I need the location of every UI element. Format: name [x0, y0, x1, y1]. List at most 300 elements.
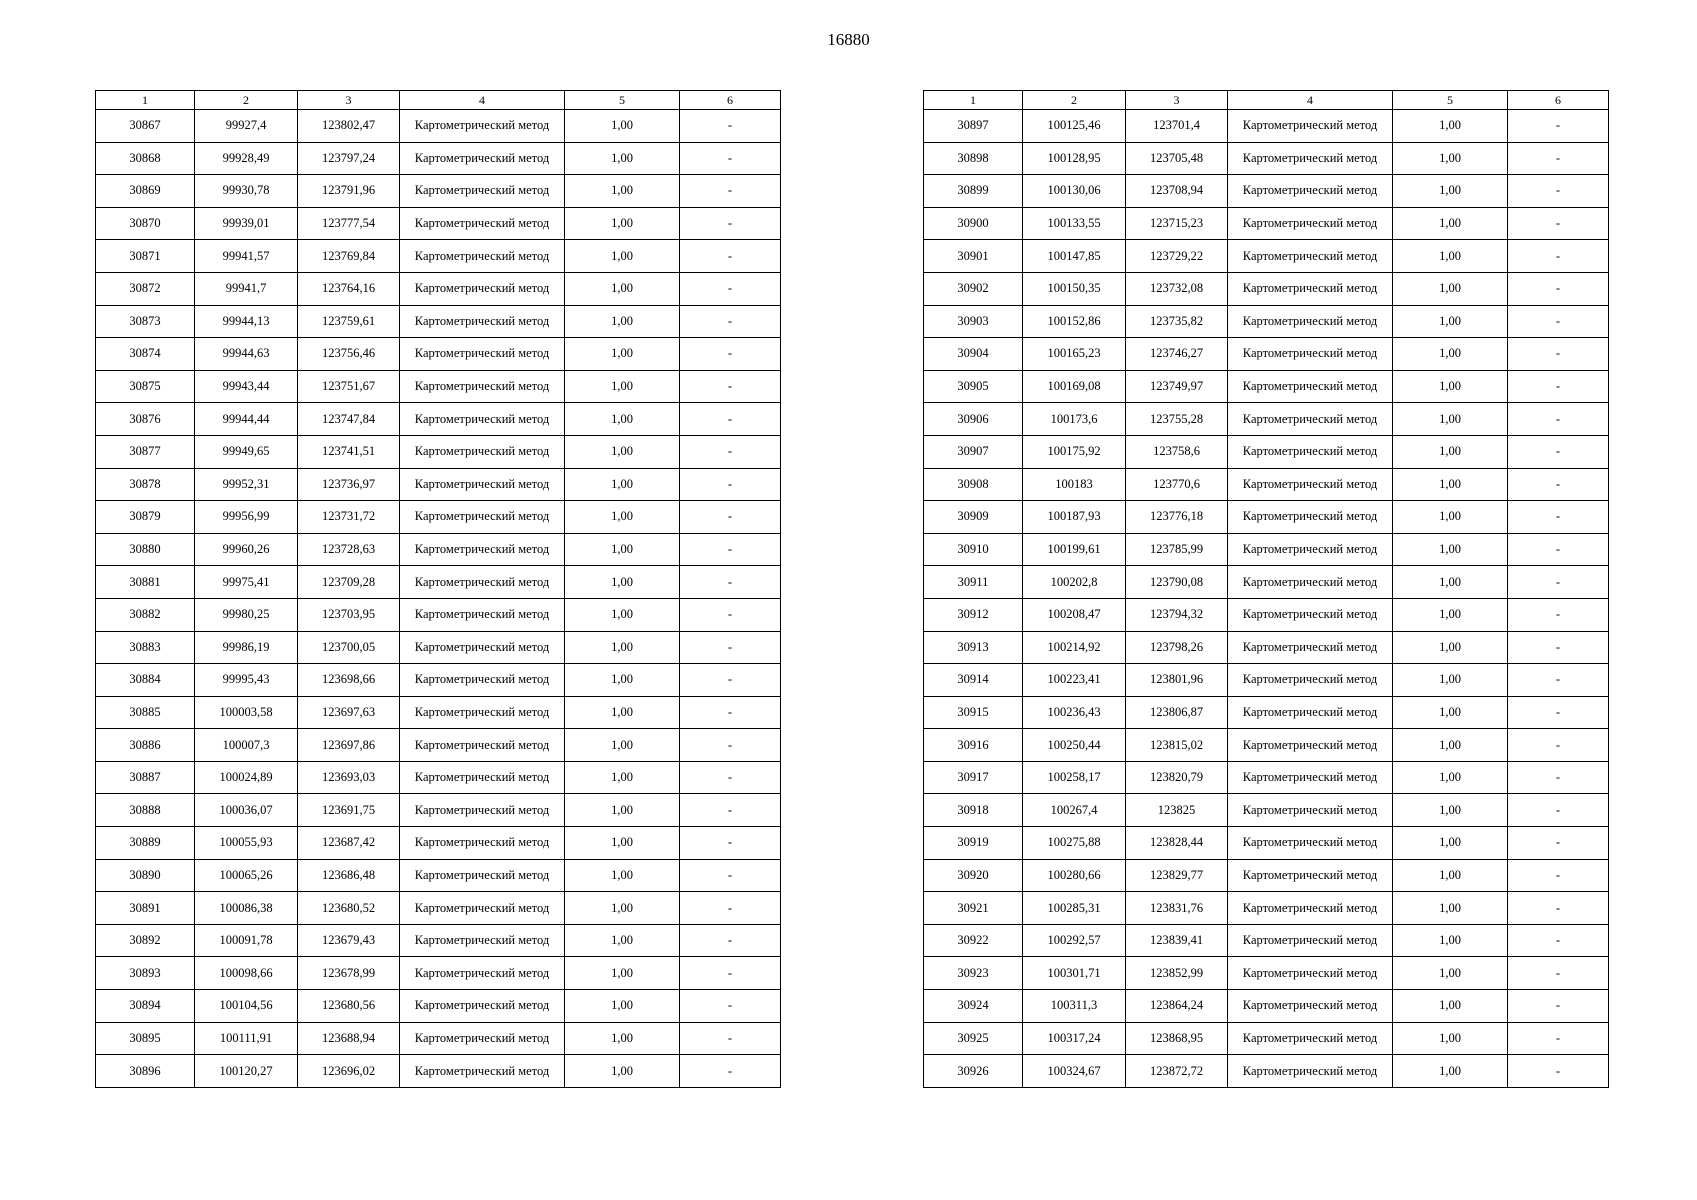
y-coordinate-cell: 123802,47 [298, 110, 400, 143]
table-row [924, 761, 1609, 794]
point-number-cell: 30889 [96, 827, 195, 860]
point-number-cell: 30877 [96, 435, 195, 468]
point-number-cell: 30887 [96, 761, 195, 794]
method-cell: Картометрический метод [400, 598, 565, 631]
x-coordinate-cell: 100036,07 [195, 794, 298, 827]
y-coordinate-cell: 123701,4 [1126, 110, 1228, 143]
point-number-cell: 30868 [96, 142, 195, 175]
point-number-cell: 30926 [924, 1055, 1023, 1088]
accuracy-cell: 1,00 [565, 207, 680, 240]
method-cell: Картометрический метод [1228, 794, 1393, 827]
x-coordinate-cell: 99944,44 [195, 403, 298, 436]
description-cell: - [680, 892, 781, 925]
page-number: 16880 [827, 30, 870, 49]
x-coordinate-cell: 99944,13 [195, 305, 298, 338]
accuracy-cell: 1,00 [1393, 207, 1508, 240]
x-coordinate-cell: 99960,26 [195, 533, 298, 566]
y-coordinate-cell: 123747,84 [298, 403, 400, 436]
y-coordinate-cell: 123839,41 [1126, 924, 1228, 957]
table-row [924, 598, 1609, 631]
method-cell: Картометрический метод [400, 533, 565, 566]
point-number-cell: 30883 [96, 631, 195, 664]
accuracy-cell: 1,00 [1393, 761, 1508, 794]
accuracy-cell: 1,00 [565, 794, 680, 827]
description-cell: - [680, 696, 781, 729]
column-header: 3 [298, 91, 400, 110]
description-cell: - [1508, 761, 1609, 794]
accuracy-cell: 1,00 [1393, 1055, 1508, 1088]
y-coordinate-cell: 123700,05 [298, 631, 400, 664]
method-cell: Картометрический метод [1228, 142, 1393, 175]
description-cell: - [680, 305, 781, 338]
y-coordinate-cell: 123777,54 [298, 207, 400, 240]
accuracy-cell: 1,00 [565, 142, 680, 175]
description-cell: - [680, 859, 781, 892]
description-cell: - [680, 370, 781, 403]
column-header: 4 [1228, 91, 1393, 110]
point-number-cell: 30914 [924, 664, 1023, 697]
accuracy-cell: 1,00 [565, 598, 680, 631]
table-row [924, 859, 1609, 892]
method-cell: Картометрический метод [400, 110, 565, 143]
point-number-cell: 30873 [96, 305, 195, 338]
y-coordinate-cell: 123755,28 [1126, 403, 1228, 436]
y-coordinate-cell: 123751,67 [298, 370, 400, 403]
table-row [924, 1055, 1609, 1088]
x-coordinate-cell: 100183 [1023, 468, 1126, 501]
column-header: 5 [1393, 91, 1508, 110]
y-coordinate-cell: 123746,27 [1126, 338, 1228, 371]
x-coordinate-cell: 100165,23 [1023, 338, 1126, 371]
description-cell: - [1508, 1055, 1609, 1088]
description-cell: - [1508, 207, 1609, 240]
x-coordinate-cell: 99949,65 [195, 435, 298, 468]
y-coordinate-cell: 123852,99 [1126, 957, 1228, 990]
x-coordinate-cell: 100147,85 [1023, 240, 1126, 273]
accuracy-cell: 1,00 [565, 729, 680, 762]
description-cell: - [680, 1055, 781, 1088]
point-number-cell: 30912 [924, 598, 1023, 631]
method-cell: Картометрический метод [400, 435, 565, 468]
x-coordinate-cell: 100275,88 [1023, 827, 1126, 860]
point-number-cell: 30906 [924, 403, 1023, 436]
accuracy-cell: 1,00 [1393, 175, 1508, 208]
y-coordinate-cell: 123791,96 [298, 175, 400, 208]
description-cell: - [680, 403, 781, 436]
point-number-cell: 30910 [924, 533, 1023, 566]
y-coordinate-cell: 123797,24 [298, 142, 400, 175]
x-coordinate-cell: 100280,66 [1023, 859, 1126, 892]
description-cell: - [1508, 501, 1609, 534]
table-row [924, 1022, 1609, 1055]
accuracy-cell: 1,00 [565, 435, 680, 468]
point-number-cell: 30888 [96, 794, 195, 827]
y-coordinate-cell: 123825 [1126, 794, 1228, 827]
table-row [96, 729, 781, 762]
method-cell: Картометрический метод [400, 403, 565, 436]
description-cell: - [680, 240, 781, 273]
point-number-cell: 30895 [96, 1022, 195, 1055]
left-table-body [96, 110, 781, 1088]
method-cell: Картометрический метод [1228, 598, 1393, 631]
y-coordinate-cell: 123728,63 [298, 533, 400, 566]
point-number-cell: 30890 [96, 859, 195, 892]
accuracy-cell: 1,00 [565, 175, 680, 208]
accuracy-cell: 1,00 [1393, 696, 1508, 729]
description-cell: - [1508, 892, 1609, 925]
x-coordinate-cell: 99928,49 [195, 142, 298, 175]
x-coordinate-cell: 100223,41 [1023, 664, 1126, 697]
table-row [96, 403, 781, 436]
description-cell: - [680, 272, 781, 305]
y-coordinate-cell: 123680,52 [298, 892, 400, 925]
method-cell: Картометрический метод [1228, 468, 1393, 501]
accuracy-cell: 1,00 [1393, 892, 1508, 925]
point-number-cell: 30894 [96, 990, 195, 1023]
accuracy-cell: 1,00 [1393, 338, 1508, 371]
description-cell: - [680, 110, 781, 143]
y-coordinate-cell: 123815,02 [1126, 729, 1228, 762]
y-coordinate-cell: 123693,03 [298, 761, 400, 794]
table-row [924, 827, 1609, 860]
x-coordinate-cell: 100133,55 [1023, 207, 1126, 240]
x-coordinate-cell: 100301,71 [1023, 957, 1126, 990]
method-cell: Картометрический метод [400, 1022, 565, 1055]
y-coordinate-cell: 123759,61 [298, 305, 400, 338]
description-cell: - [1508, 859, 1609, 892]
y-coordinate-cell: 123764,16 [298, 272, 400, 305]
x-coordinate-cell: 99952,31 [195, 468, 298, 501]
column-header: 5 [565, 91, 680, 110]
table-row [924, 631, 1609, 664]
x-coordinate-cell: 100007,3 [195, 729, 298, 762]
table-row [96, 566, 781, 599]
accuracy-cell: 1,00 [1393, 631, 1508, 664]
x-coordinate-cell: 99941,57 [195, 240, 298, 273]
x-coordinate-cell: 100098,66 [195, 957, 298, 990]
point-number-cell: 30904 [924, 338, 1023, 371]
accuracy-cell: 1,00 [1393, 924, 1508, 957]
method-cell: Картометрический метод [1228, 566, 1393, 599]
table-row [96, 338, 781, 371]
description-cell: - [680, 761, 781, 794]
table-row [96, 761, 781, 794]
point-number-cell: 30913 [924, 631, 1023, 664]
right-coordinates-table [923, 90, 1609, 1088]
table-row [96, 924, 781, 957]
accuracy-cell: 1,00 [565, 240, 680, 273]
x-coordinate-cell: 100169,08 [1023, 370, 1126, 403]
x-coordinate-cell: 100130,06 [1023, 175, 1126, 208]
point-number-cell: 30886 [96, 729, 195, 762]
accuracy-cell: 1,00 [565, 370, 680, 403]
point-number-cell: 30899 [924, 175, 1023, 208]
x-coordinate-cell: 100214,92 [1023, 631, 1126, 664]
description-cell: - [1508, 240, 1609, 273]
description-cell: - [1508, 696, 1609, 729]
table-row [924, 370, 1609, 403]
accuracy-cell: 1,00 [1393, 566, 1508, 599]
point-number-cell: 30920 [924, 859, 1023, 892]
accuracy-cell: 1,00 [1393, 957, 1508, 990]
y-coordinate-cell: 123749,97 [1126, 370, 1228, 403]
y-coordinate-cell: 123687,42 [298, 827, 400, 860]
table-row [924, 664, 1609, 697]
column-header: 3 [1126, 91, 1228, 110]
table-row [96, 859, 781, 892]
point-number-cell: 30879 [96, 501, 195, 534]
point-number-cell: 30905 [924, 370, 1023, 403]
description-cell: - [1508, 598, 1609, 631]
description-cell: - [680, 957, 781, 990]
accuracy-cell: 1,00 [1393, 1022, 1508, 1055]
accuracy-cell: 1,00 [565, 924, 680, 957]
description-cell: - [1508, 957, 1609, 990]
accuracy-cell: 1,00 [1393, 827, 1508, 860]
y-coordinate-cell: 123864,24 [1126, 990, 1228, 1023]
point-number-cell: 30882 [96, 598, 195, 631]
y-coordinate-cell: 123697,63 [298, 696, 400, 729]
x-coordinate-cell: 100128,95 [1023, 142, 1126, 175]
x-coordinate-cell: 100311,3 [1023, 990, 1126, 1023]
column-header: 6 [680, 91, 781, 110]
point-number-cell: 30898 [924, 142, 1023, 175]
y-coordinate-cell: 123679,43 [298, 924, 400, 957]
accuracy-cell: 1,00 [565, 566, 680, 599]
table-row [924, 403, 1609, 436]
y-coordinate-cell: 123691,75 [298, 794, 400, 827]
table-row [924, 240, 1609, 273]
description-cell: - [680, 729, 781, 762]
accuracy-cell: 1,00 [1393, 859, 1508, 892]
table-row [924, 566, 1609, 599]
accuracy-cell: 1,00 [565, 892, 680, 925]
point-number-cell: 30893 [96, 957, 195, 990]
x-coordinate-cell: 100104,56 [195, 990, 298, 1023]
x-coordinate-cell: 100086,38 [195, 892, 298, 925]
x-coordinate-cell: 100152,86 [1023, 305, 1126, 338]
description-cell: - [680, 924, 781, 957]
table-row [924, 957, 1609, 990]
method-cell: Картометрический метод [400, 566, 565, 599]
method-cell: Картометрический метод [400, 305, 565, 338]
table-row [924, 175, 1609, 208]
accuracy-cell: 1,00 [565, 957, 680, 990]
description-cell: - [680, 468, 781, 501]
x-coordinate-cell: 100258,17 [1023, 761, 1126, 794]
method-cell: Картометрический метод [1228, 110, 1393, 143]
method-cell: Картометрический метод [1228, 827, 1393, 860]
x-coordinate-cell: 100208,47 [1023, 598, 1126, 631]
table-row [96, 1022, 781, 1055]
x-coordinate-cell: 100175,92 [1023, 435, 1126, 468]
accuracy-cell: 1,00 [565, 1055, 680, 1088]
point-number-cell: 30919 [924, 827, 1023, 860]
table-row [96, 501, 781, 534]
x-coordinate-cell: 100173,6 [1023, 403, 1126, 436]
y-coordinate-cell: 123705,48 [1126, 142, 1228, 175]
accuracy-cell: 1,00 [1393, 533, 1508, 566]
point-number-cell: 30900 [924, 207, 1023, 240]
method-cell: Картометрический метод [1228, 207, 1393, 240]
description-cell: - [680, 631, 781, 664]
column-header: 1 [924, 91, 1023, 110]
table-header-row [924, 91, 1609, 110]
column-header: 4 [400, 91, 565, 110]
description-cell: - [680, 990, 781, 1023]
table-row [96, 272, 781, 305]
table-row [96, 990, 781, 1023]
point-number-cell: 30878 [96, 468, 195, 501]
method-cell: Картометрический метод [400, 794, 565, 827]
accuracy-cell: 1,00 [565, 110, 680, 143]
y-coordinate-cell: 123820,79 [1126, 761, 1228, 794]
accuracy-cell: 1,00 [565, 468, 680, 501]
table-row [96, 631, 781, 664]
table-row [96, 696, 781, 729]
accuracy-cell: 1,00 [565, 1022, 680, 1055]
description-cell: - [1508, 924, 1609, 957]
y-coordinate-cell: 123794,32 [1126, 598, 1228, 631]
description-cell: - [680, 598, 781, 631]
description-cell: - [1508, 403, 1609, 436]
accuracy-cell: 1,00 [1393, 142, 1508, 175]
x-coordinate-cell: 100202,8 [1023, 566, 1126, 599]
x-coordinate-cell: 99986,19 [195, 631, 298, 664]
point-number-cell: 30924 [924, 990, 1023, 1023]
table-row [924, 207, 1609, 240]
accuracy-cell: 1,00 [1393, 435, 1508, 468]
description-cell: - [1508, 370, 1609, 403]
table-header-row [96, 91, 781, 110]
accuracy-cell: 1,00 [565, 990, 680, 1023]
description-cell: - [1508, 175, 1609, 208]
accuracy-cell: 1,00 [565, 533, 680, 566]
point-number-cell: 30892 [96, 924, 195, 957]
table-row [924, 110, 1609, 143]
accuracy-cell: 1,00 [1393, 110, 1508, 143]
description-cell: - [1508, 305, 1609, 338]
method-cell: Картометрический метод [400, 924, 565, 957]
point-number-cell: 30884 [96, 664, 195, 697]
y-coordinate-cell: 123806,87 [1126, 696, 1228, 729]
method-cell: Картометрический метод [1228, 370, 1393, 403]
description-cell: - [680, 435, 781, 468]
table-row [96, 827, 781, 860]
table-row [924, 990, 1609, 1023]
accuracy-cell: 1,00 [565, 501, 680, 534]
y-coordinate-cell: 123732,08 [1126, 272, 1228, 305]
y-coordinate-cell: 123731,72 [298, 501, 400, 534]
method-cell: Картометрический метод [400, 859, 565, 892]
point-number-cell: 30923 [924, 957, 1023, 990]
point-number-cell: 30916 [924, 729, 1023, 762]
description-cell: - [1508, 794, 1609, 827]
y-coordinate-cell: 123756,46 [298, 338, 400, 371]
accuracy-cell: 1,00 [565, 859, 680, 892]
description-cell: - [680, 794, 781, 827]
description-cell: - [1508, 990, 1609, 1023]
point-number-cell: 30871 [96, 240, 195, 273]
column-header: 6 [1508, 91, 1609, 110]
method-cell: Картометрический метод [1228, 761, 1393, 794]
description-cell: - [680, 338, 781, 371]
y-coordinate-cell: 123688,94 [298, 1022, 400, 1055]
accuracy-cell: 1,00 [1393, 729, 1508, 762]
y-coordinate-cell: 123828,44 [1126, 827, 1228, 860]
table-row [96, 1055, 781, 1088]
y-coordinate-cell: 123735,82 [1126, 305, 1228, 338]
table-row [96, 435, 781, 468]
table-row [96, 207, 781, 240]
point-number-cell: 30901 [924, 240, 1023, 273]
table-row [924, 729, 1609, 762]
x-coordinate-cell: 100024,89 [195, 761, 298, 794]
y-coordinate-cell: 123770,6 [1126, 468, 1228, 501]
right-table-body [924, 110, 1609, 1088]
table-row [924, 305, 1609, 338]
table-row [96, 468, 781, 501]
description-cell: - [680, 533, 781, 566]
method-cell: Картометрический метод [400, 827, 565, 860]
y-coordinate-cell: 123686,48 [298, 859, 400, 892]
table-row [96, 240, 781, 273]
table-row [924, 142, 1609, 175]
point-number-cell: 30915 [924, 696, 1023, 729]
description-cell: - [1508, 827, 1609, 860]
description-cell: - [680, 207, 781, 240]
point-number-cell: 30925 [924, 1022, 1023, 1055]
description-cell: - [1508, 533, 1609, 566]
point-number-cell: 30909 [924, 501, 1023, 534]
point-number-cell: 30902 [924, 272, 1023, 305]
method-cell: Картометрический метод [400, 729, 565, 762]
accuracy-cell: 1,00 [1393, 468, 1508, 501]
x-coordinate-cell: 100324,67 [1023, 1055, 1126, 1088]
point-number-cell: 30885 [96, 696, 195, 729]
left-coordinates-table [95, 90, 781, 1088]
accuracy-cell: 1,00 [565, 696, 680, 729]
accuracy-cell: 1,00 [565, 827, 680, 860]
table-row [96, 305, 781, 338]
table-row [96, 598, 781, 631]
accuracy-cell: 1,00 [1393, 990, 1508, 1023]
table-row [96, 794, 781, 827]
description-cell: - [1508, 272, 1609, 305]
accuracy-cell: 1,00 [1393, 501, 1508, 534]
y-coordinate-cell: 123736,97 [298, 468, 400, 501]
method-cell: Картометрический метод [400, 142, 565, 175]
table-row [924, 501, 1609, 534]
description-cell: - [1508, 338, 1609, 371]
method-cell: Картометрический метод [400, 664, 565, 697]
x-coordinate-cell: 99944,63 [195, 338, 298, 371]
y-coordinate-cell: 123698,66 [298, 664, 400, 697]
method-cell: Картометрический метод [400, 957, 565, 990]
method-cell: Картометрический метод [1228, 664, 1393, 697]
x-coordinate-cell: 99975,41 [195, 566, 298, 599]
description-cell: - [1508, 566, 1609, 599]
point-number-cell: 30918 [924, 794, 1023, 827]
point-number-cell: 30921 [924, 892, 1023, 925]
description-cell: - [680, 827, 781, 860]
y-coordinate-cell: 123776,18 [1126, 501, 1228, 534]
x-coordinate-cell: 100065,26 [195, 859, 298, 892]
method-cell: Картометрический метод [1228, 1022, 1393, 1055]
method-cell: Картометрический метод [400, 696, 565, 729]
method-cell: Картометрический метод [1228, 435, 1393, 468]
x-coordinate-cell: 99939,01 [195, 207, 298, 240]
